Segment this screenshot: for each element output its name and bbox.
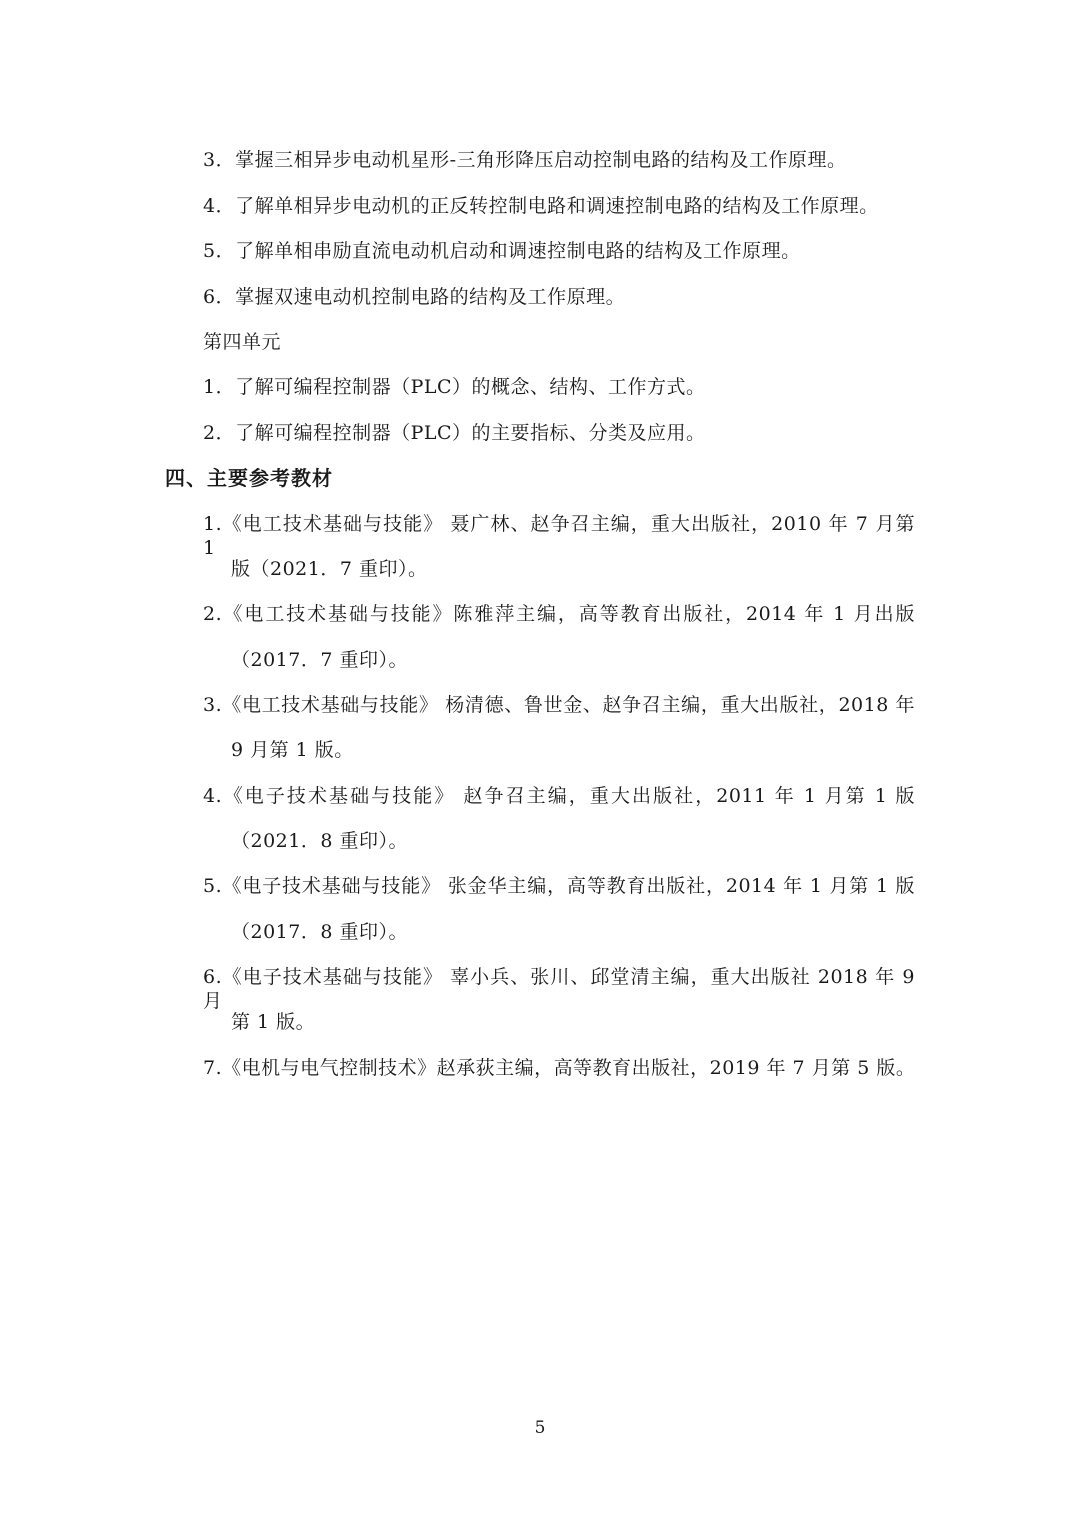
unit3-item-5: 5．了解单相串励直流电动机启动和调速控制电路的结构及工作原理。 xyxy=(203,240,801,262)
reference-6-line-1: 6.《电子技术基础与技能》 辜小兵、张川、邱堂清主编，重大出版社 2018 年 9 月 xyxy=(203,966,915,1012)
reference-7-line-1: 7.《电机与电气控制技术》赵承荻主编，高等教育出版社，2019 年 7 月第 5 版。 xyxy=(203,1057,916,1079)
unit3-item-6: 6．掌握双速电动机控制电路的结构及工作原理。 xyxy=(203,286,626,308)
unit4-title: 第四单元 xyxy=(203,331,282,353)
reference-6-line-2: 第 1 版。 xyxy=(231,1011,316,1033)
reference-5-line-1: 5.《电子技术基础与技能》 张金华主编，高等教育出版社，2014 年 1 月第 1 版 xyxy=(203,875,915,897)
section-heading: 四、主要参考教材 xyxy=(165,466,333,490)
reference-4-line-2: （2021．8 重印）。 xyxy=(231,830,408,852)
unit4-item-1: 1．了解可编程控制器（PLC）的概念、结构、工作方式。 xyxy=(203,376,706,398)
reference-4-line-1: 4.《电子技术基础与技能》 赵争召主编，重大出版社，2011 年 1 月第 1 版 xyxy=(203,785,915,807)
unit4-item-2: 2．了解可编程控制器（PLC）的主要指标、分类及应用。 xyxy=(203,422,706,444)
reference-2-line-2: （2017．7 重印）。 xyxy=(231,649,408,671)
reference-2-line-1: 2.《电工技术基础与技能》陈雅萍主编，高等教育出版社，2014 年 1 月出版 xyxy=(203,603,915,625)
reference-3-line-2: 9 月第 1 版。 xyxy=(231,739,354,761)
reference-1-line-2: 版（2021．7 重印）。 xyxy=(231,558,428,580)
unit3-item-3: 3．掌握三相异步电动机星形-三角形降压启动控制电路的结构及工作原理。 xyxy=(203,149,847,171)
reference-3-line-1: 3.《电工技术基础与技能》 杨清德、鲁世金、赵争召主编，重大出版社，2018 年 xyxy=(203,694,915,716)
reference-1-line-1: 1.《电工技术基础与技能》 聂广林、赵争召主编，重大出版社，2010 年 7 月第 1 xyxy=(203,513,915,559)
page-number: 5 xyxy=(534,1418,546,1438)
unit3-item-4: 4．了解单相异步电动机的正反转控制电路和调速控制电路的结构及工作原理。 xyxy=(203,195,879,217)
reference-5-line-2: （2017．8 重印）。 xyxy=(231,921,408,943)
